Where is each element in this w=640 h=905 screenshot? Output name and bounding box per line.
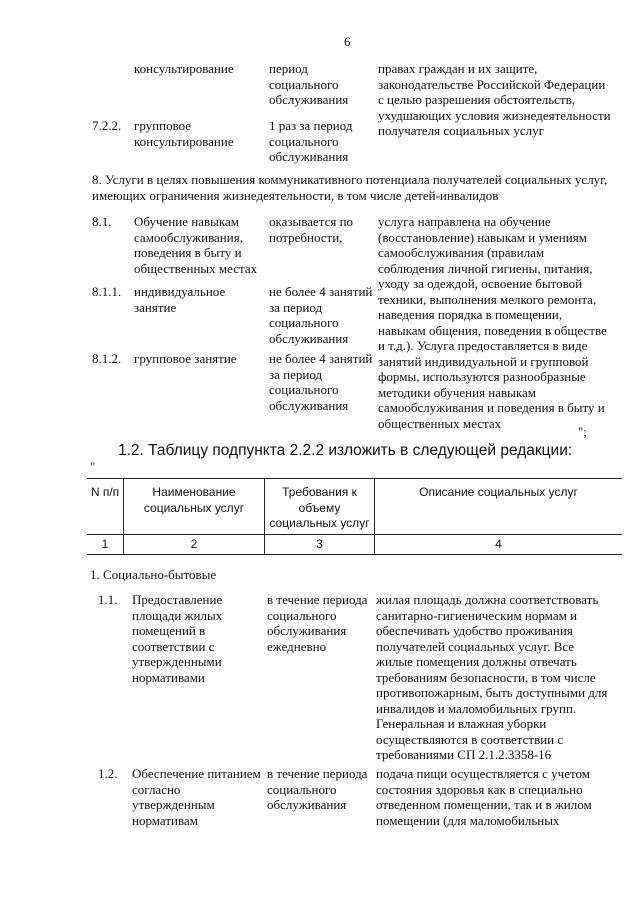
row-1-2-name: Обеспечение питанием согласно утвержденным нормативам — [132, 766, 261, 828]
row-1-1-requirements: в течение периода социального обслуживания ежедневно — [267, 592, 368, 654]
row-7-2-2-number: 7.2.2. — [92, 118, 122, 133]
row-8-1-2-requirements: не более 4 занятий за период социального обслуживания — [269, 351, 373, 413]
row-1-2-requirements: в течение периода социального обслуживания — [267, 766, 368, 812]
closing-quote: "; — [578, 424, 587, 439]
page-number: 6 — [344, 34, 351, 49]
row-8-1-number: 8.1. — [92, 214, 112, 229]
col-number-4: 4 — [495, 537, 502, 551]
row-1-1-number: 1.1. — [98, 592, 118, 607]
row-8-1-1-name: индивидуальное занятие — [134, 284, 226, 315]
subheading: 1.2. Таблицу подпункта 2.2.2 изложить в следующей редакции: — [118, 442, 573, 459]
row-8-1-requirements: оказывается по потребности, — [269, 214, 354, 245]
row-7-2-2-requirements: 1 раз за период социального обслуживания — [269, 118, 353, 164]
row-1-1-name: Предоставление площади жилых помещений в соответствии с утвержденными нормативами — [132, 592, 223, 685]
table-header-border — [87, 534, 622, 535]
col-number-3: 3 — [316, 537, 323, 551]
row-1-1-description: жилая площадь должна соответствовать санитарно-гигиеническим нормам и обеспечивать удобство проживания получателей социальных услуг. Все жилые помещения должны отвечать требованиям безопасности, в том числе противопожарным, быть доступными для инвалидов и маломобильных групп. Генеральная и влажная уборки осуществляются в соответствии с требованиями СП 2.1.2.3358-16 — [376, 592, 608, 762]
section-8-heading: 8. Услуги в целях повышения коммуникативного потенциала получателей социальных услуг, имеющих ограничения жизнедеятельности, в том числе детей-инвалидов — [92, 172, 608, 203]
table-header-requirements: Требования к объему социальных услуг — [269, 485, 370, 530]
prev-row-description: правах граждан и их защите, законодательстве Российской Федерации с целью разрешения обстоятельств, ухудшающих условия жизнедеятельности получателя социальных услуг — [378, 61, 611, 138]
row-1-2-number: 1.2. — [98, 766, 118, 781]
table-bottom-border — [87, 554, 622, 555]
table-top-border — [87, 478, 622, 479]
prev-row-requirements: период социального обслуживания — [269, 61, 349, 107]
row-8-1-description: услуга направлена на обучение (восстановление) навыкам и умениям самообслуживания (правилам соблюдения личной гигиены, питания, уходу за одеждой, освоение бытовой техники, выполнения мелкого ремонта, наведения порядка в помещении, навыкам общения, поведения в обществе и т.д.). Услуга предоставляется в виде занятий индивидуальной и групповой формы, используются разнообразные методики обучения навыкам самообслуживания и поведения в быту и общественных местах — [378, 214, 607, 431]
row-8-1-name: Обучение навыкам самообслуживания, поведения в быту и общественных местах — [134, 214, 258, 276]
table-header-description: Описание социальных услуг — [419, 485, 578, 499]
table-header-name: Наименование социальных услуг — [143, 485, 245, 515]
col-number-1: 1 — [101, 537, 109, 551]
open-quote: " — [90, 459, 96, 474]
prev-row-name: консультирование — [134, 61, 234, 76]
col-number-2: 2 — [190, 537, 198, 551]
row-8-1-1-number: 8.1.1. — [92, 284, 122, 299]
row-8-1-1-requirements: не более 4 занятий за период социального обслуживания — [269, 284, 373, 346]
section-1-heading: 1. Социально-бытовые — [90, 567, 217, 582]
row-1-2-description: подача пищи осуществляется с учетом состояния здоровья как в специально отведенном помещении, так и в жилом помещении (для маломобильных — [376, 766, 592, 828]
row-8-1-2-name: групповое занятие — [134, 351, 237, 366]
row-7-2-2-name: групповое консультирование — [134, 118, 234, 149]
table-header-number: N п/п — [90, 485, 120, 499]
row-8-1-2-number: 8.1.2. — [92, 351, 122, 366]
